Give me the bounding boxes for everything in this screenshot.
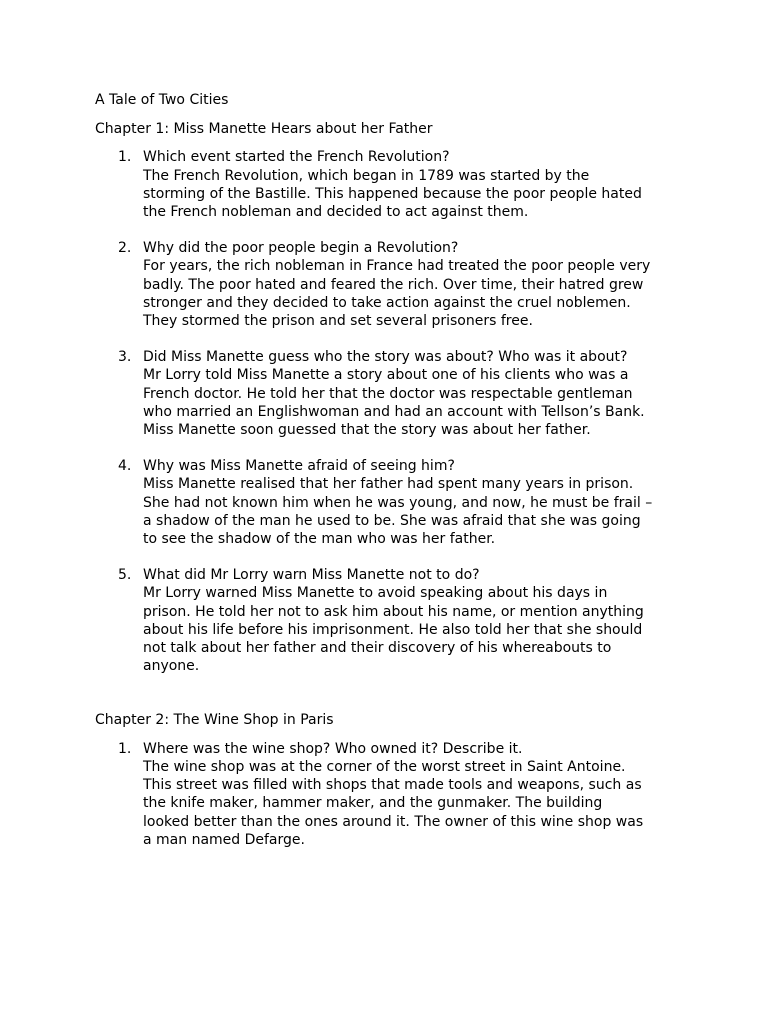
question-text: Where was the wine shop? Who owned it? Describe it. [143, 740, 523, 757]
answer-line: For years, the rich nobleman in France had treated the poor people very [143, 258, 651, 275]
answer-line: Mr Lorry told Miss Manette a story about one of his clients who was a [143, 367, 629, 384]
answer-line: They stormed the prison and set several prisoners free. [143, 313, 533, 330]
question-text: Why was Miss Manette afraid of seeing him? [143, 458, 455, 475]
question-number: 2. [118, 240, 132, 257]
answer-line: to see the shadow of the man who was her father. [143, 531, 496, 548]
question-number: 3. [118, 349, 132, 366]
answer-line: prison. He told her not to ask him about his name, or mention anything [143, 603, 644, 620]
document-title: A Tale of Two Cities [95, 92, 229, 108]
document-page [95, 91, 695, 867]
question-text: What did Mr Lorry warn Miss Manette not to do? [143, 567, 480, 584]
answer-line: anyone. [143, 658, 200, 675]
answer-line: looked better than the ones around it. The owner of this wine shop was [143, 813, 644, 830]
question-number: 5. [118, 567, 132, 584]
question-list [95, 148, 695, 675]
chapter-2 [95, 711, 695, 848]
question-number: 1. [118, 149, 132, 166]
answer-line: storming of the Bastille. This happened because the poor people hated [143, 185, 642, 202]
answer-line: French doctor. He told her that the doctor was respectable gentleman [143, 385, 633, 402]
question-list [95, 740, 695, 849]
question-text: Which event started the French Revolution? [143, 149, 450, 166]
answer-line: who married an Englishwoman and had an account with Tellson’s Bank. [143, 403, 645, 420]
answer-line: stronger and they decided to take action against the cruel noblemen. [143, 294, 631, 311]
answer-line: The French Revolution, which began in 1789 was started by the [143, 167, 590, 184]
answer-line: a shadow of the man he used to be. She was afraid that she was going [143, 512, 641, 529]
answer-line: Mr Lorry warned Miss Manette to avoid speaking about his days in [143, 585, 608, 602]
answer-line: Miss Manette soon guessed that the story was about her father. [143, 422, 591, 439]
answer-line: The wine shop was at the corner of the worst street in Saint Antoine. [143, 758, 626, 775]
answer-line: This street was filled with shops that made tools and weapons, such as [143, 777, 642, 794]
answer-line: a man named Defarge. [143, 831, 305, 848]
list-item [95, 148, 695, 221]
chapter-heading: Chapter 1: Miss Manette Hears about her Father [95, 121, 433, 138]
question-text: Why did the poor people begin a Revolution? [143, 240, 459, 257]
question-number: 4. [118, 458, 132, 475]
chapter-heading: Chapter 2: The Wine Shop in Paris [95, 712, 334, 729]
answer-line: not talk about her father and their discovery of his whereabouts to [143, 640, 612, 657]
answer-line: badly. The poor hated and feared the rich. Over time, their hatred grew [143, 276, 644, 293]
answer-line: about his life before his imprisonment. He also told her that she should [143, 621, 643, 638]
list-item [95, 566, 695, 675]
question-text: Did Miss Manette guess who the story was about? Who was it about? [143, 349, 628, 366]
answer-line: Miss Manette realised that her father had spent many years in prison. [143, 476, 634, 493]
list-item [95, 348, 695, 439]
answer-line: the French nobleman and decided to act against them. [143, 204, 529, 221]
question-number: 1. [118, 740, 132, 757]
answer-line: the knife maker, hammer maker, and the gunmaker. The building [143, 795, 603, 812]
list-item [95, 457, 695, 548]
list-item [95, 239, 695, 330]
list-item [95, 740, 695, 849]
chapter-1 [95, 120, 695, 675]
answer-line: She had not known him when he was young, and now, he must be frail – [143, 494, 653, 511]
